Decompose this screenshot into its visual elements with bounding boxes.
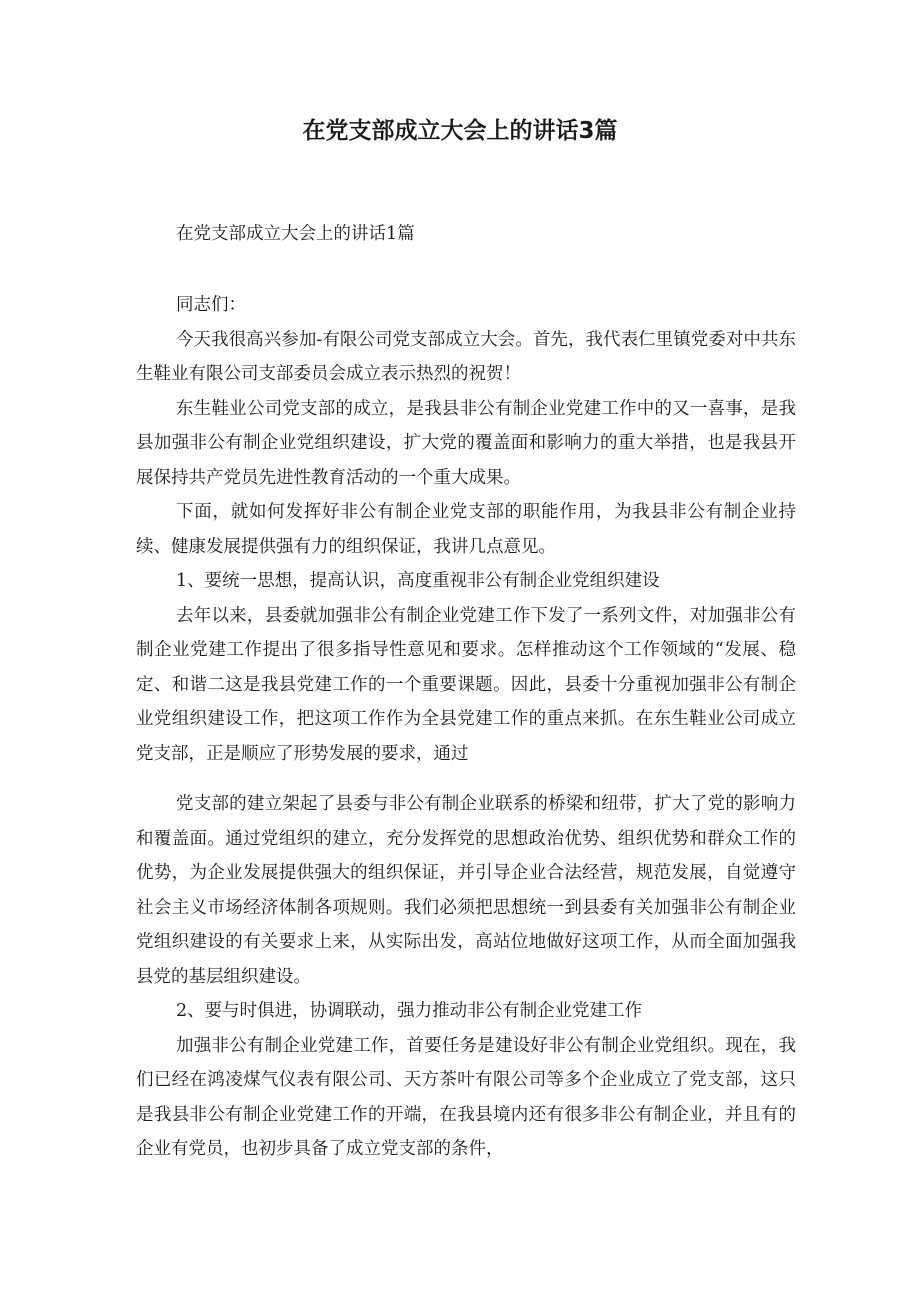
greeting: 同志们： (176, 295, 246, 315)
section-heading-1: 1、要统一思想，提高认识，高度重视非公有制企业党组织建设 (176, 571, 660, 591)
document-body (136, 218, 796, 1167)
section-subtitle: 在党支部成立大会上的讲话1篇 (176, 224, 415, 244)
paragraph: 党支部的建立架起了县委与非公有制企业联系的桥梁和纽带，扩大了党的影响力和覆盖面。通过党组织的建立，充分发挥党的思想政治优势、组织优势和群众工作的优势，为企业发展提供强大的组织保证，并引导企业合法经营，规范发展，自觉遵守社会主义市场经济体制各项规则。我们必须把思想统一到县委有关加强非公有制企业党组织建设的有关要求上来，从实际出发，高站位地做好这项工作，从而全面加强我县党的基层组织建设。 (136, 794, 796, 987)
paragraph: 去年以来，县委就加强非公有制企业党建工作下发了一系列文件，对加强非公有制企业党建工作提出了很多指导性意见和要求。怎样推动这个工作领域的“发展、稳定、和谐二这是我县党建工作的一个重要课题。因此，县委十分重视加强非公有制企业党组织建设工作，把这项工作作为全县党建工作的重点来抓。在东生鞋业公司成立党支部，正是顺应了形势发展的要求，通过 (136, 605, 796, 764)
paragraph: 东生鞋业公司党支部的成立，是我县非公有制企业党建工作中的又一喜事，是我县加强非公有制企业党组织建设，扩大党的覆盖面和影响力的重大举措，也是我县开展保持共产党员先进性教育活动的一个重大成果。 (136, 398, 796, 488)
paragraph: 今天我很高兴参加-有限公司党支部成立大会。首先，我代表仁里镇党委对中共东生鞋业有限公司支部委员会成立表示热烈的祝贺！ (136, 329, 796, 384)
section-heading-2: 2、要与时俱进，协调联动，强力推动非公有制企业党建工作 (176, 1001, 643, 1021)
paragraph-gap (136, 771, 796, 787)
paragraph: 下面，就如何发挥好非公有制企业党支部的职能作用，为我县非公有制企业持续、健康发展提供强有力的组织保证，我讲几点意见。 (136, 502, 796, 557)
paragraph: 加强非公有制企业党建工作，首要任务是建设好非公有制企业党组织。现在，我们已经在鸿凌煤气仪表有限公司、天方茶叶有限公司等多个企业成立了党支部，这只是我县非公有制企业党建工作的开端，在我县境内还有很多非公有制企业，并且有的企业有党员，也初步具备了成立党支部的条件， (136, 1035, 796, 1159)
document-title: 在党支部成立大会上的讲话3篇 (302, 118, 618, 144)
